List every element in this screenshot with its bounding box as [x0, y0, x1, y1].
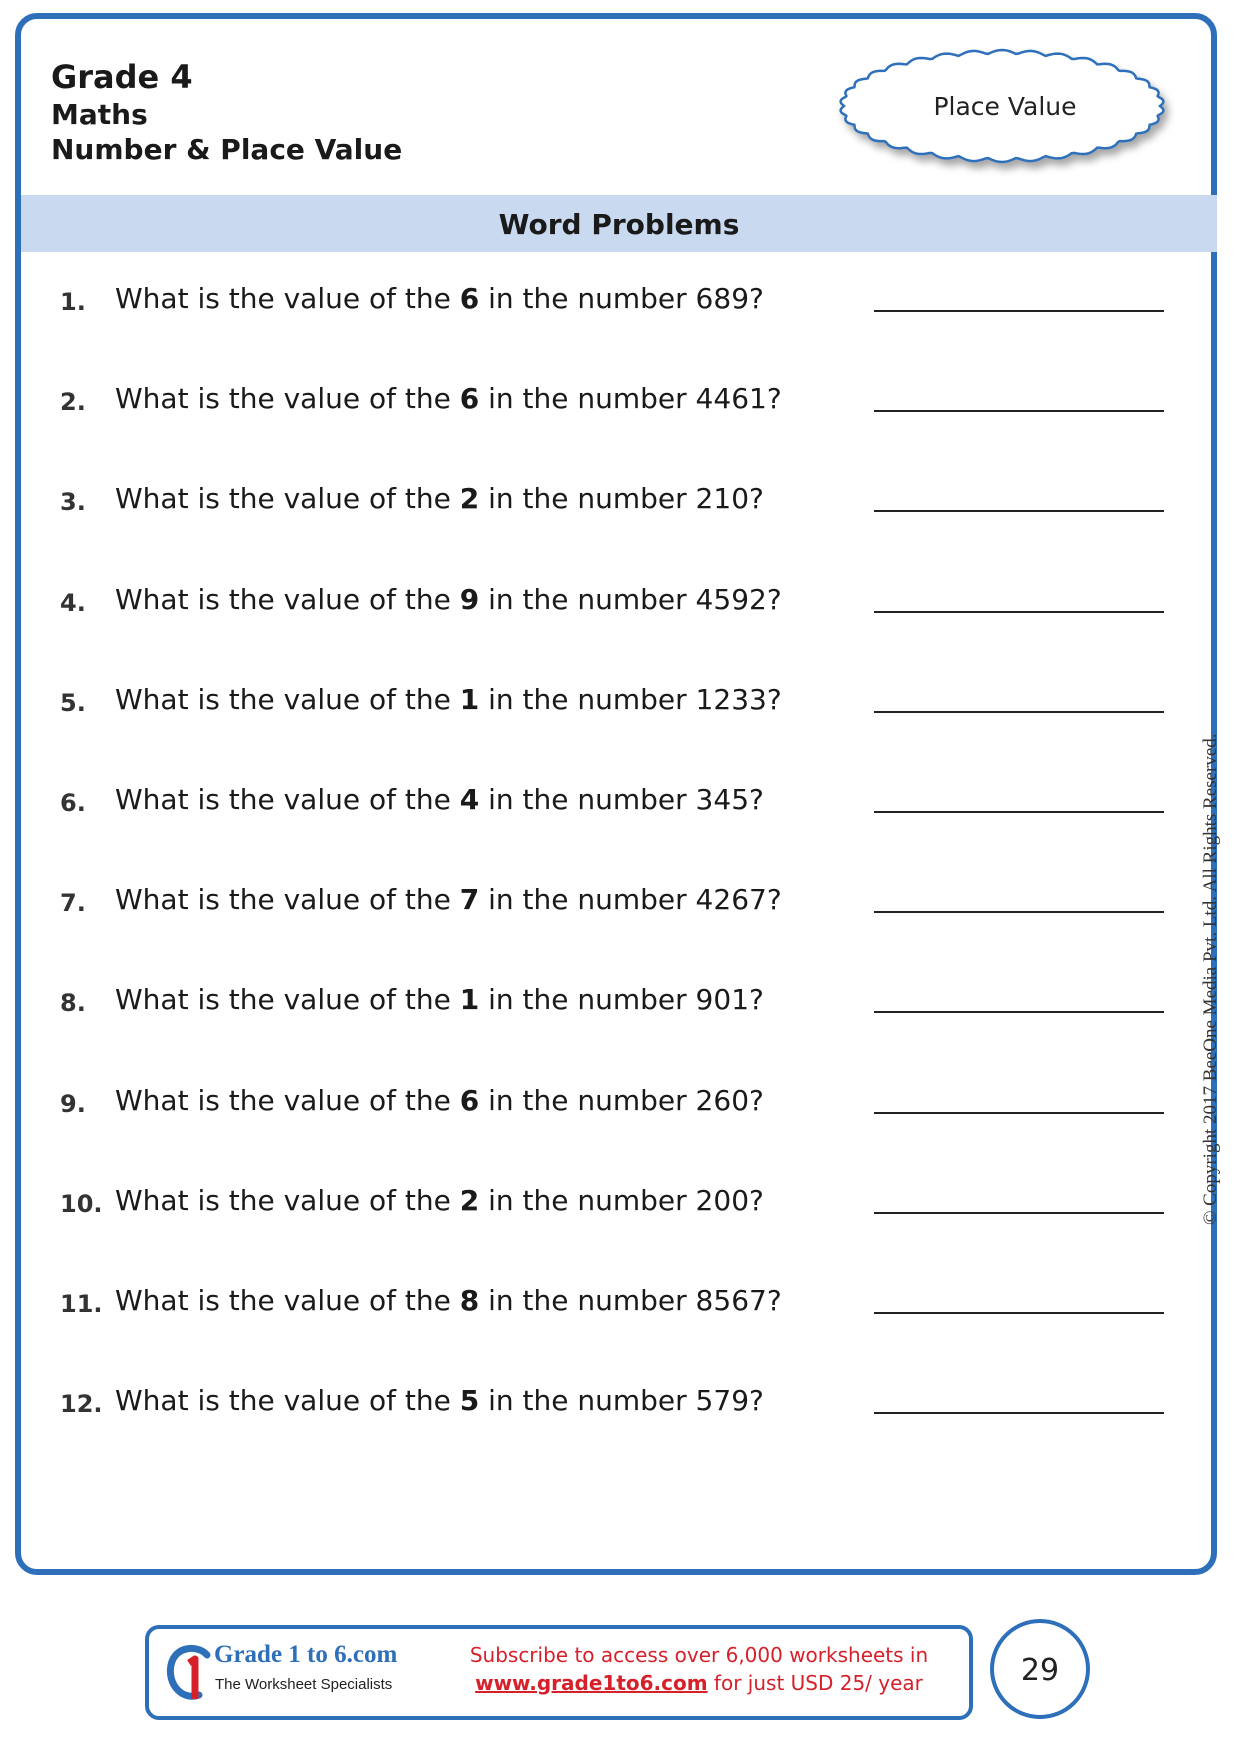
copyright-notice: © Copyright 2017 BeeOne Media Pvt. Ltd. All Rights Reserved.	[1200, 733, 1221, 1225]
question-text	[115, 482, 764, 515]
question-number: 3.	[60, 488, 86, 517]
question-row	[0, 1382, 1239, 1442]
question-text	[115, 1084, 764, 1117]
answer-line[interactable]	[874, 811, 1164, 813]
question-digit: 8	[459, 1284, 480, 1317]
question-text	[115, 983, 764, 1016]
question-number: 6.	[60, 789, 86, 817]
question-prefix: What is the value of the	[115, 783, 460, 816]
section-banner	[21, 195, 1217, 252]
question-digit: 9	[459, 582, 480, 616]
question-number: 8.	[60, 989, 86, 1018]
page-number-badge	[990, 1619, 1090, 1719]
question-text	[115, 382, 782, 415]
question-suffix: in the number 579?	[479, 1384, 764, 1418]
question-digit: 2	[459, 1183, 480, 1217]
answer-line[interactable]	[874, 611, 1164, 613]
question-digit: 6	[459, 382, 480, 416]
answer-line[interactable]	[874, 1011, 1164, 1013]
answer-line[interactable]	[874, 1212, 1164, 1214]
question-number: 12.	[60, 1390, 103, 1419]
question-text	[115, 583, 782, 616]
question-number: 5.	[60, 688, 86, 717]
question-suffix: in the number 4267?	[479, 883, 782, 917]
question-suffix: in the number 1233?	[479, 682, 782, 716]
question-row	[0, 1182, 1239, 1242]
promo-line-1: Subscribe to access over 6,000 worksheets in	[469, 1643, 929, 1667]
question-suffix: in the number 345?	[479, 783, 764, 816]
logo-icon	[163, 1641, 213, 1707]
question-number: 9.	[60, 1089, 86, 1118]
question-number: 4.	[60, 588, 86, 617]
question-row	[0, 380, 1239, 440]
grade-heading: Grade 4	[51, 58, 193, 96]
question-suffix: in the number 8567?	[479, 1284, 782, 1317]
question-prefix: What is the value of the	[115, 582, 460, 616]
promo-link[interactable]: www.grade1to6.com	[475, 1671, 708, 1695]
question-digit: 5	[459, 1384, 480, 1418]
question-row	[0, 1082, 1239, 1142]
question-digit: 1	[459, 682, 480, 716]
question-row	[0, 280, 1239, 340]
question-number: 10.	[60, 1189, 103, 1218]
answer-line[interactable]	[874, 711, 1164, 713]
question-prefix: What is the value of the	[115, 682, 460, 716]
question-suffix: in the number 901?	[479, 983, 764, 1017]
question-text	[115, 1284, 782, 1317]
question-prefix: What is the value of the	[115, 983, 460, 1017]
answer-line[interactable]	[874, 510, 1164, 512]
question-suffix: in the number 4592?	[479, 582, 782, 616]
question-number: 1.	[60, 288, 86, 316]
question-number: 11.	[60, 1290, 103, 1318]
question-text	[115, 1184, 764, 1217]
question-prefix: What is the value of the	[115, 1384, 460, 1418]
question-digit: 1	[459, 983, 480, 1017]
question-text	[115, 683, 782, 716]
page-number: 29	[1020, 1653, 1060, 1688]
question-prefix: What is the value of the	[115, 1083, 460, 1117]
question-prefix: What is the value of the	[115, 482, 460, 516]
place-value-badge	[832, 40, 1178, 180]
brand-name: Grade 1 to 6.com	[214, 1641, 398, 1668]
promo-text	[449, 1641, 949, 1697]
promo-suffix: for just USD 25/ year	[707, 1671, 923, 1695]
question-prefix: What is the value of the	[115, 1284, 460, 1317]
question-digit: 7	[459, 883, 480, 917]
answer-line[interactable]	[874, 911, 1164, 913]
question-number: 2.	[60, 388, 86, 417]
answer-line[interactable]	[874, 1412, 1164, 1414]
question-text	[115, 1384, 764, 1417]
footer-banner	[145, 1625, 973, 1720]
question-text	[115, 883, 782, 916]
topic-heading: Number & Place Value	[51, 133, 403, 166]
question-digit: 6	[459, 1083, 480, 1117]
question-digit: 6	[459, 282, 480, 315]
promo-line-2	[449, 1669, 949, 1697]
question-row	[0, 1282, 1239, 1342]
question-row	[0, 781, 1239, 841]
question-row	[0, 480, 1239, 540]
question-row	[0, 981, 1239, 1041]
question-number: 7.	[60, 889, 86, 918]
answer-line[interactable]	[874, 1112, 1164, 1114]
question-digit: 4	[459, 783, 480, 816]
question-row	[0, 681, 1239, 741]
question-digit: 2	[459, 482, 480, 516]
question-row	[0, 881, 1239, 941]
answer-line[interactable]	[874, 410, 1164, 412]
answer-line[interactable]	[874, 1312, 1164, 1314]
badge-label: Place Value	[933, 92, 1077, 121]
answer-line[interactable]	[874, 310, 1164, 312]
subject-heading: Maths	[51, 98, 148, 131]
question-suffix: in the number 200?	[479, 1183, 764, 1217]
question-suffix: in the number 689?	[479, 282, 764, 315]
question-text	[115, 783, 764, 816]
question-suffix: in the number 4461?	[479, 382, 782, 416]
brand-tagline: The Worksheet Specialists	[215, 1676, 393, 1693]
question-prefix: What is the value of the	[115, 382, 460, 416]
question-prefix: What is the value of the	[115, 883, 460, 917]
question-text	[115, 282, 764, 315]
section-title: Word Problems	[498, 208, 740, 241]
question-row	[0, 581, 1239, 641]
question-prefix: What is the value of the	[115, 1183, 460, 1217]
question-suffix: in the number 210?	[479, 482, 764, 516]
question-suffix: in the number 260?	[479, 1083, 764, 1117]
question-prefix: What is the value of the	[115, 282, 460, 315]
